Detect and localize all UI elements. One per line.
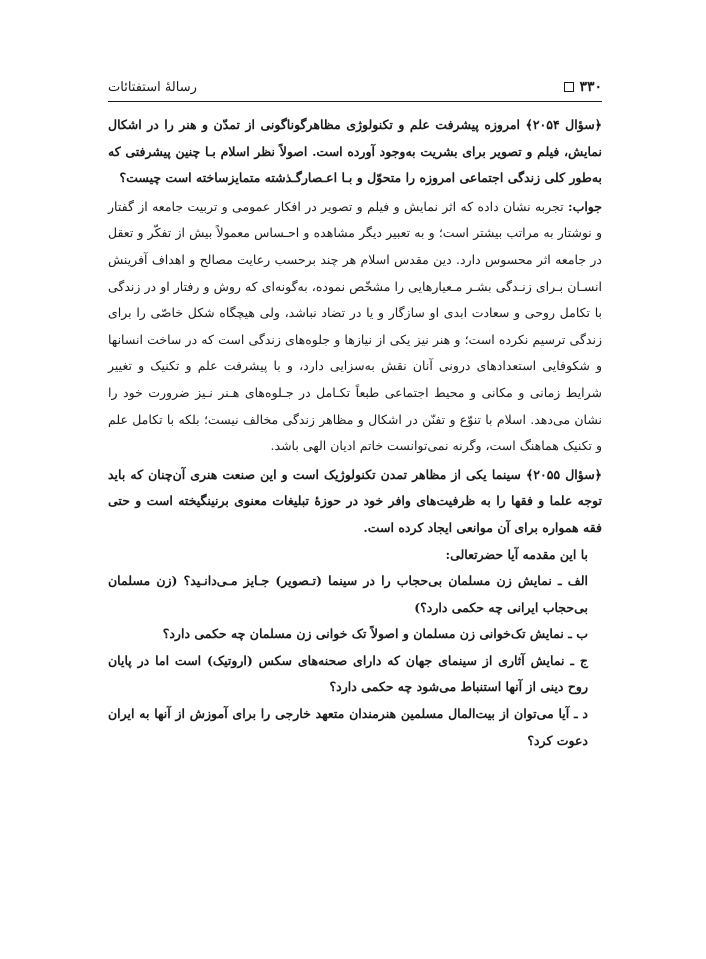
- page-number: ۳۳۰: [579, 79, 602, 95]
- square-bullet-icon: [564, 82, 574, 92]
- question-intro: با این مقدمه آیا حضرتعالی:: [445, 546, 588, 562]
- sub-question-alef: الف ـ نمایش زن مسلمان بی‌حجاب را در سینما (تـصویر) جـایز مـی‌دانـید؟ (زن مسلمان بی‌حجاب ایرانی چه حکمی دارد؟): [108, 573, 588, 615]
- running-title: رسالهٔ استفتائات: [108, 79, 197, 95]
- page-number-group: [564, 79, 602, 95]
- sub-question-dal: د ـ آیا می‌توان از بیت‌المال مسلمین هنرمندان متعهد خارجی را برای آموزش از آنها به ایران دعوت کرد؟: [108, 706, 588, 748]
- header-rule: [108, 101, 602, 102]
- page-body: [108, 112, 602, 754]
- question-2054: ﴿سؤال ۲۰۵۴﴾ امروزه پیشرفت علم و تکنولوژی مظاهرگوناگونی از تمدّن و هنر را در اشکال نمایش، فیلم و تصویر برای بشریت به‌وجود آورده است. اصولاً نظر اسلام بـا چنین پیشرفتی که به‌طور کلی زندگی اجتماعی امروزه را متحوّل و بـا اعـصارگـذشته متمایزساخته است چیست؟: [108, 117, 602, 186]
- question-2055: ﴿سؤال ۲۰۵۵﴾ سینما یکی از مظاهر تمدن تکنولوژیک است و این صنعت هنری آن‌چنان که باید توجه علما و فقها را به ظرفیت‌های وافر خود در حوزهٔ تبلیغات معنوی برنینگیخته است و حتی فقه همواره برای آن موانعی ایجاد کرده است.: [108, 466, 603, 535]
- page-header: [108, 76, 602, 98]
- sub-question-be: ب ـ نمایش تک‌خوانی زن مسلمان و اصولاً تک خوانی زن مسلمان چه حکمی دارد؟: [162, 626, 588, 642]
- sub-question-jim: ج ـ نمایش آثاری از سینمای جهان که دارای صحنه‌های سکس (اروتیک) است اما در پایان روح دینی از آنها استنباط می‌شود چه حکمی دارد؟: [108, 652, 588, 695]
- answer-text: تجربه نشان داده که اثر نمایش و فیلم و تصویر در افکار عمومی و تربیت جامعه از گفتار و نوشتار به مراتب بیشتر است؛ و به تعبیر دیگر مشاهده و احـساس معمولاً بیش از تفکّر و تعقل در جامعه اثر محسوس دارد. دین مقدس اسلام هر چند برحسب رعایت مصالح و اهداف آفرینش انسـان بـرای زنـدگی بشـر مـعیارهایی را مشخّص نموده، به‌گونه‌ای که روش و رفتار او در زندگی با تکامل روحی و سعادت ابدی او سازگار و یا در تضاد نباشد، ولی هیچگاه شکل خاصّی را برای زندگی ترسیم نکرده است؛ و هنر نیز یکی از نیازها و جلوه‌های زندگی است که در ساخت انسانها و شکوفایی استعدادهای درونی آنان نقش به‌سزایی دارد، و با پیشرفت علم و تکنیک و تغییر شرایط زمانی و مکانی و محیط اجتماعی طبعاً تکـامل در جـلوه‌های هـنر نـیز ضرورت خود را نشان می‌دهد. اسلام با تنوّع و تفنّن در اشکال و مظاهر زندگی مخالف نیست؛ بلکه با تکامل علم و تکنیک هماهنگ است، وگرنه نمی‌توانست خاتم ادیان الهی باشد.: [108, 198, 602, 454]
- answer-label: جواب:: [567, 198, 602, 214]
- answer-paragraph: [108, 194, 602, 460]
